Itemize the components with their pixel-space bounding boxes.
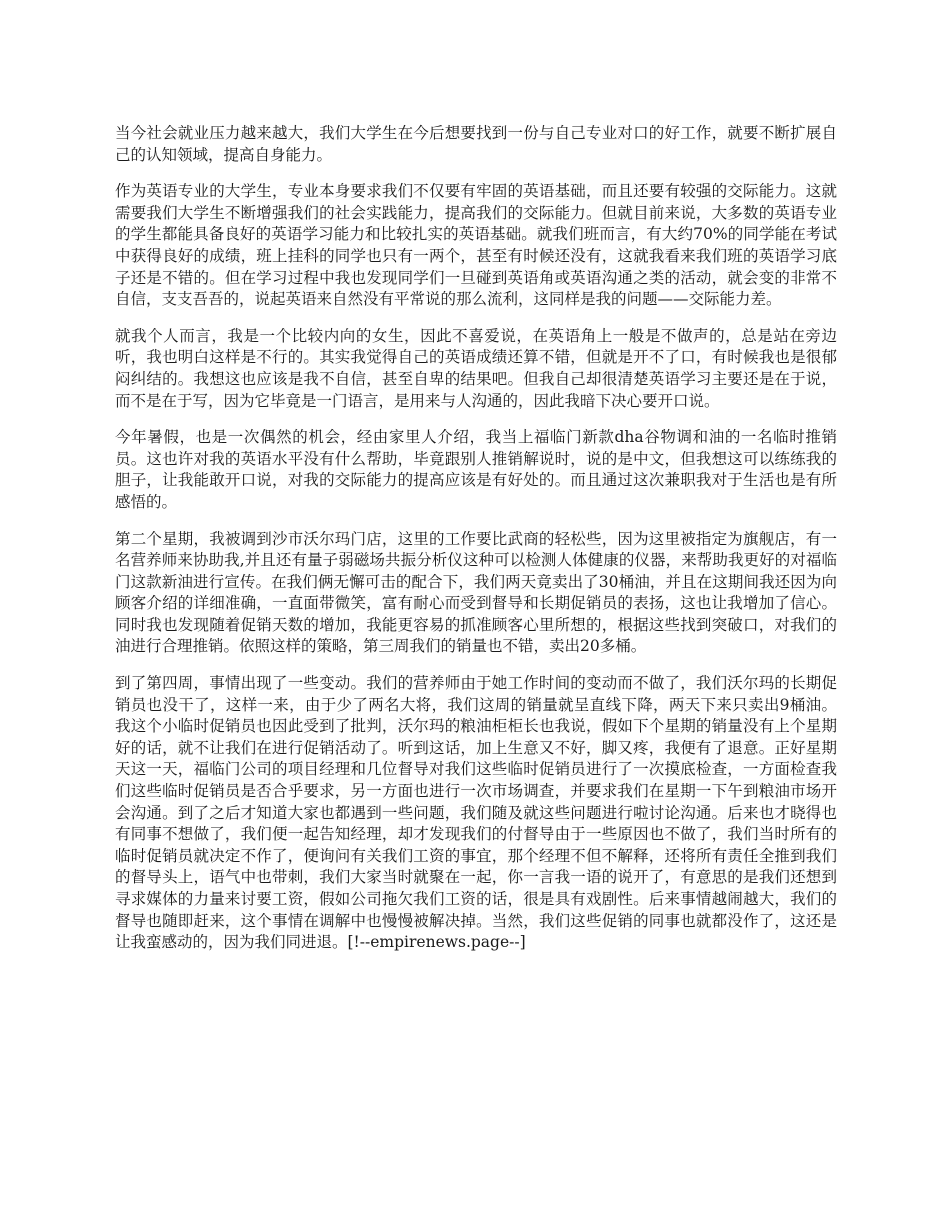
paragraph-5: 第二个星期，我被调到沙市沃尔玛门店，这里的工作要比武商的轻松些，因为这里被指定为旗舰店，有一名营养师来协助我,并且还有量子弱磁场共振分析仪这种可以检测人体健康的仪器，来帮助我更好的对福临门这款新油进行宣传。在我们俩无懈可击的配合下，我们两天竟卖出了30桶油，并且在这期间我还因为向顾客介绍的详细准确，一直面带微笑，富有耐心而受到督导和长期促销员的表扬，这也让我增加了信心。同时我也发现随着促销天数的增加，我能更容易的抓准顾客心里所想的，根据这些找到突破口，对我们的油进行合理推销。依照这样的策略，第三周我们的销量也不错，卖出20多桶。 xyxy=(115,529,837,656)
document-body xyxy=(115,123,837,969)
paragraph-4: 今年暑假，也是一次偶然的机会，经由家里人介绍，我当上福临门新款dha谷物调和油的一名临时推销员。这也许对我的英语水平没有什么帮助，毕竟跟别人推销解说时，说的是中文，但我想这可以练练我的胆子，让我能敢开口说，对我的交际能力的提高应该是有好处的。而且通过这次兼职我对于生活也是有所感悟的。 xyxy=(115,428,837,511)
paragraph-3: 就我个人而言，我是一个比较内向的女生，因此不喜爱说，在英语角上一般是不做声的，总是站在旁边听，我也明白这样是不行的。其实我觉得自己的英语成绩还算不错，但就是开不了口，有时候我也是很郁闷纠结的。我想这也应该是我不自信，甚至自卑的结果吧。但我自己却很清楚英语学习主要还是在于说，而不是在于写，因为它毕竟是一门语言，是用来与人沟通的，因此我暗下决心要开口说。 xyxy=(115,326,837,410)
paragraph-6: 到了第四周，事情出现了一些变动。我们的营养师由于她工作时间的变动而不做了，我们沃尔玛的长期促销员也没干了，这样一来，由于少了两名大将，我们这周的销量就呈直线下降，两天下来只卖出9桶油。我这个小临时促销员也因此受到了批判，沃尔玛的粮油柜柜长也我说，假如下个星期的销量没有上个星期好的话，就不让我们在进行促销活动了。听到这话，加上生意又不好，脚又疼，我便有了退意。正好星期天这一天，福临门公司的项目经理和几位督导对我们这些临时促销员进行了一次摸底检查，一方面检查我们这些临时促销员是否合乎要求，另一方面也进行一次市场调查，并要求我们在星期一下午到粮油市场开会沟通。到了之后才知道大家也都遇到一些问题，我们随及就这些问题进行啦讨论沟通。后来也才晓得也有同事不想做了，我们便一起告知经理，却才发现我们的付督导由于一些原因也不做了，我们当时所有的临时促销员就决定不作了，便询问有关我们工资的事宜，那个经理不但不解释，还将所有责任全推到我们的督导头上，语气中也带刺，我们大家当时就聚在一起，你一言我一语的说开了，有意思的是我们还想到寻求媒体的力量来讨要工资，假如公司拖欠我们工资的话，很是具有戏剧性。后来事情越闹越大，我们的督导也随即赶来，这个事情在调解中也慢慢被解决掉。当然，我们这些促销的同事也就都没作了，这还是让我蛮感动的，因为我们同进退。[!--empirenews.page--] xyxy=(115,674,837,952)
paragraph-1: 当今社会就业压力越来越大，我们大学生在今后想要找到一份与自己专业对口的好工作，就要不断扩展自己的认知领域，提高自身能力。 xyxy=(115,124,837,164)
paragraph-2: 作为英语专业的大学生，专业本身要求我们不仅要有牢固的英语基础，而且还要有较强的交际能力。这就需要我们大学生不断增强我们的社会实践能力，提高我们的交际能力。但就目前来说，大多数的英语专业的学生都能具备良好的英语学习能力和比较扎实的英语基础。就我们班而言，有大约70%的同学能在考试中获得良好的成绩，班上挂科的同学也只有一两个，甚至有时候还没有，这就我看来我们班的英语学习底子还是不错的。但在学习过程中我也发现同学们一旦碰到英语角或英语沟通之类的活动，就会变的非常不自信，支支吾吾的，说起英语来自然没有平常说的那么流利，这同样是我的问题——交际能力差。 xyxy=(115,182,837,309)
